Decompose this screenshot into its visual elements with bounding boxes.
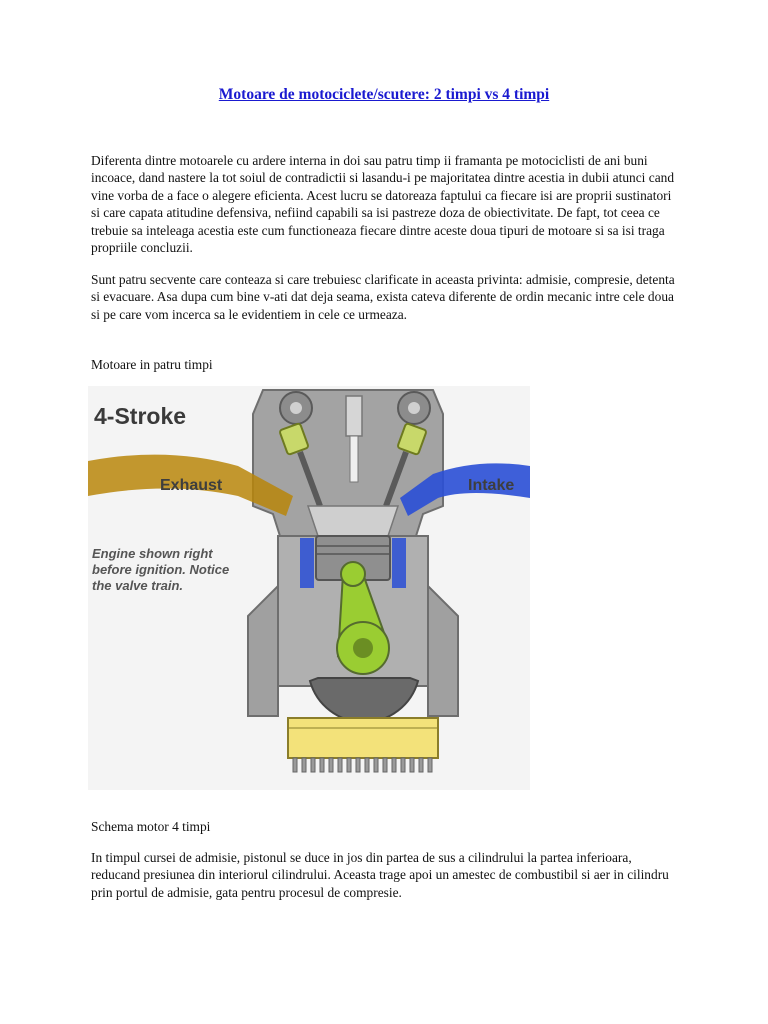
exhaust-label: Exhaust — [160, 477, 223, 494]
figure-caption: Schema motor 4 timpi — [91, 819, 211, 834]
engine-diagram — [88, 386, 530, 790]
figure-title: 4-Stroke — [94, 403, 187, 429]
figure-note-line-1: Engine shown right — [92, 546, 213, 561]
oil-pan — [288, 718, 438, 758]
engine-diagram-figure — [88, 386, 530, 790]
spark-plug — [346, 396, 362, 436]
sequences-paragraph: Sunt patru secvente care conteaza si care trebuiesc clarificate in aceasta privinta: admisie, compresie, detenta si evacuare. Asa dupa cum bine v-ati dat deja seama, exista cateva diferente de ordin mecanic intre cele doua si pe care vom incerca sa le evidentiem in cele ce urmeaza. — [91, 272, 675, 322]
figure-note-line-2: before ignition. Notice — [92, 562, 230, 577]
section-heading: Motoare in patru timpi — [91, 357, 213, 372]
figure-note-line-3: the valve train. — [92, 578, 184, 593]
page-title-link[interactable]: Motoare de motociclete/scutere: 2 timpi vs 4 timpi — [218, 86, 550, 103]
intake-label: Intake — [468, 477, 515, 494]
intake-stroke-paragraph: In timpul cursei de admisie, pistonul se duce in jos din partea de sus a cilindrului la partea inferioara, reducand presiunea din interiorul cilindrului. Aceasta trage apoi un amestec de combustibil si aer in cilindru prin portul de admisie, gata pentru procesul de compresie. — [91, 850, 669, 900]
intro-paragraph: Diferenta dintre motoarele cu ardere interna in doi sau patru timp ii framanta pe motociclisti de ani buni incoace, dand nastere la tot soiul de contradictii si lasandu-i pe majoritatea dintre acestia in dubii atunci cand vine vorba de a face o alegere eficienta. Acest lucru se datoreaza faptului ca fiecare isi are proprii sustinatori si care capata atitudine defensiva, nefiind capabili sa isi pastreze doza de obiectivitate. De fapt, tot ceea ce trebuie sa inteleaga acestia este cum functioneaza fiecare dintre aceste doua tipuri de motoare si sa isi traga propriile concluzii. — [91, 153, 675, 256]
